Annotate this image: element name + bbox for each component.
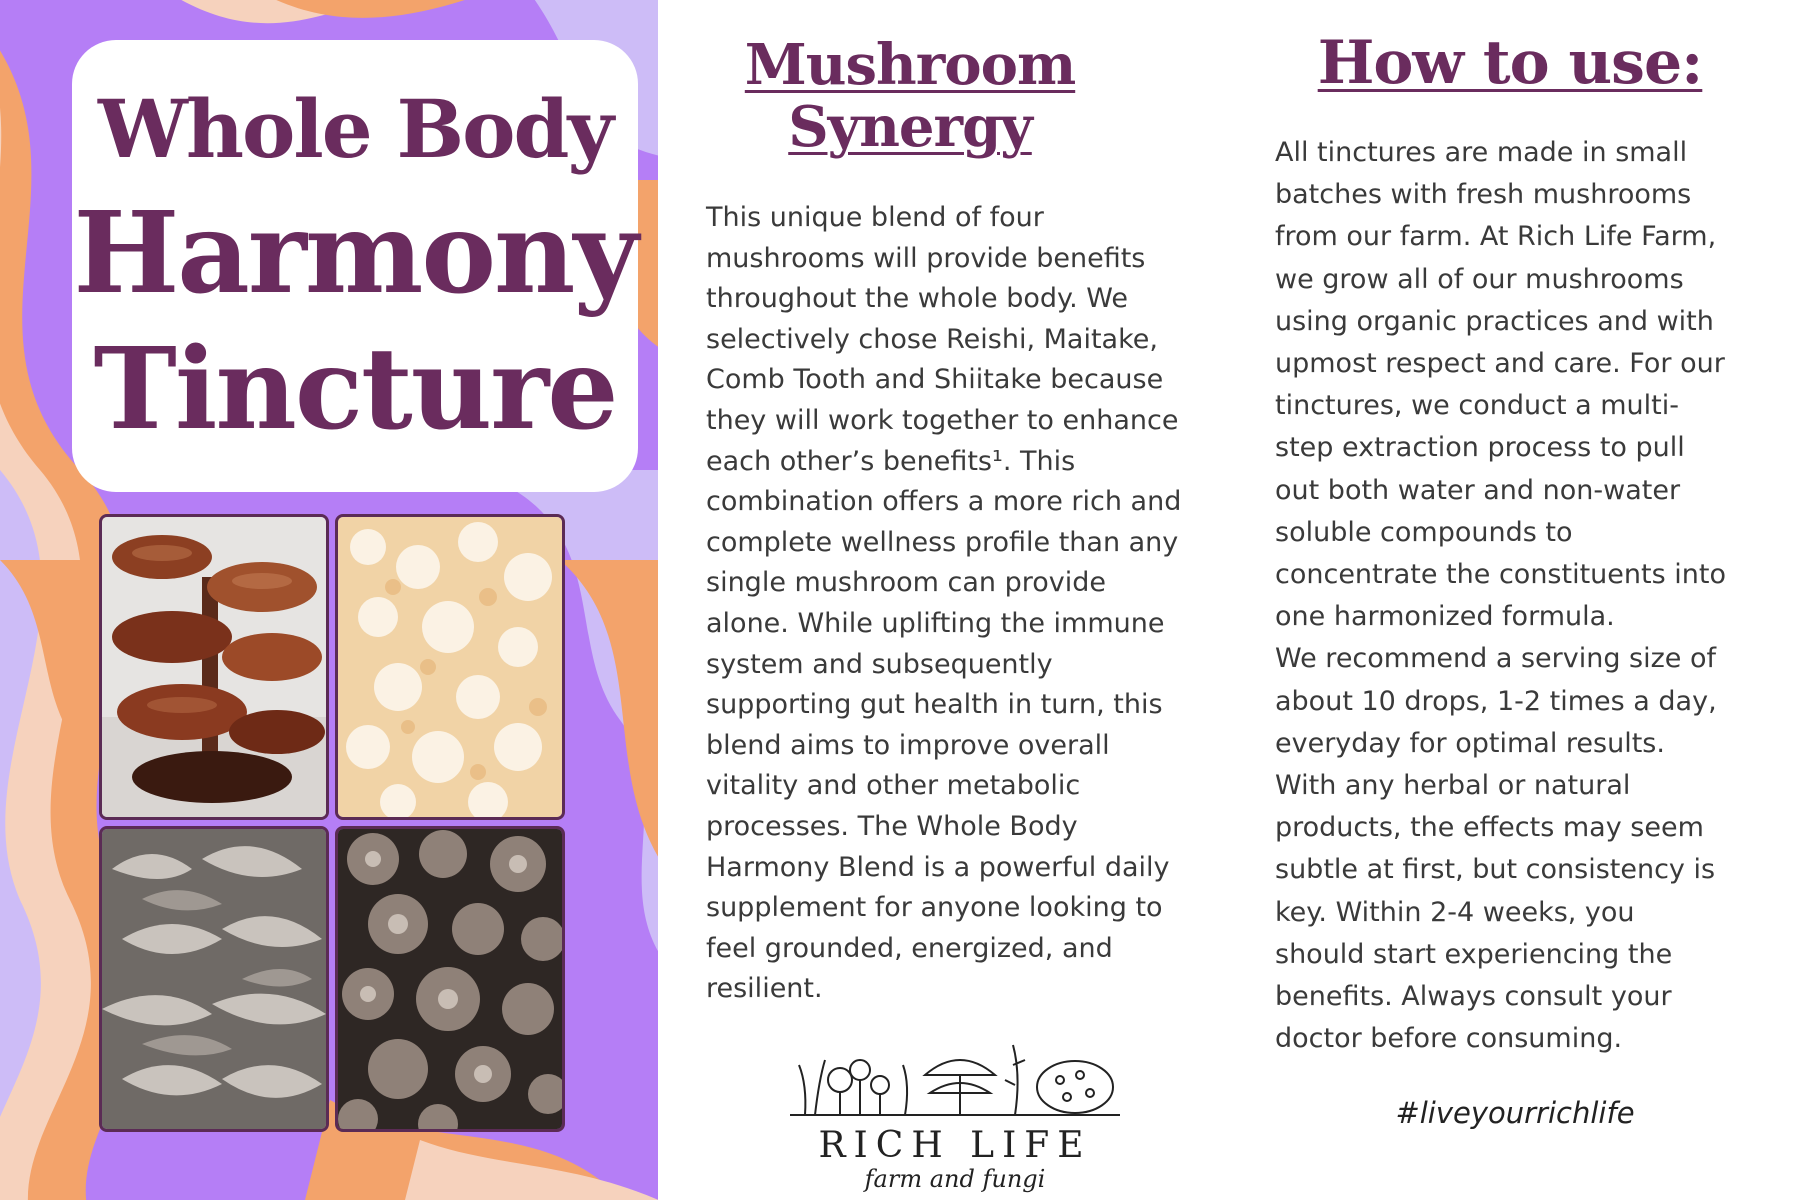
title-line-harmony: Harmony <box>73 188 637 319</box>
hashtag: #liveyourrichlife <box>1395 1096 1635 1130</box>
reishi-photo <box>99 514 329 820</box>
logo-tagline: farm and fungi <box>864 1165 1046 1193</box>
shiitake-photo <box>335 826 565 1132</box>
how-to-use-description: All tinctures are made in small batches with fresh mushrooms from our farm. At Rich Life Farm, we grow all of our mushrooms using organic practices and with upmost respect and care. For our tinctures, we conduct a multi- step extraction process to pull out both water and non-water soluble compounds to concentrate the constituents into one harmonized formula. We recommend a serving size of about 10 drops, 1-2 times a day, everyday for optimal results. With any herbal or natural products, the effects may seem subtle at first, but consistency is key. Within 2-4 weeks, you should start experiencing the benefits. Always consult your doctor before consuming. <box>1275 137 1726 1055</box>
how-to-use-heading: How to use: <box>1317 28 1703 98</box>
logo-name: RICH LIFE <box>818 1125 1092 1166</box>
rich-life-logo <box>785 1025 1125 1195</box>
mushroom-synergy-heading <box>720 34 1100 158</box>
maitake-photo <box>99 826 329 1132</box>
title-line-whole-body: Whole Body <box>98 82 612 176</box>
left-panel <box>0 0 658 1200</box>
title-card <box>72 40 638 492</box>
heading-line-mushroom: Mushroom <box>744 32 1076 98</box>
mushroom-illustration-icon <box>785 1025 1125 1125</box>
heading-line-synergy: Synergy <box>788 94 1032 160</box>
synergy-description: This unique blend of four mushrooms will provide benefits throughout the whole body. We selectively chose Reishi, Maitake, Comb Tooth and Shiitake because they will work together to enhance each other’s benefits¹. This combination offers a more rich and complete wellness profile than any single mushroom can provide alone. While uplifting the immune system and subsequently supporting gut health in turn, this blend aims to improve overall vitality and other metabolic processes. The Whole Body Harmony Blend is a powerful daily supplement for anyone looking to feel grounded, energized, and resilient. <box>706 202 1182 1005</box>
title-line-tincture: Tincture <box>93 324 617 455</box>
comb-tooth-photo <box>335 514 565 820</box>
